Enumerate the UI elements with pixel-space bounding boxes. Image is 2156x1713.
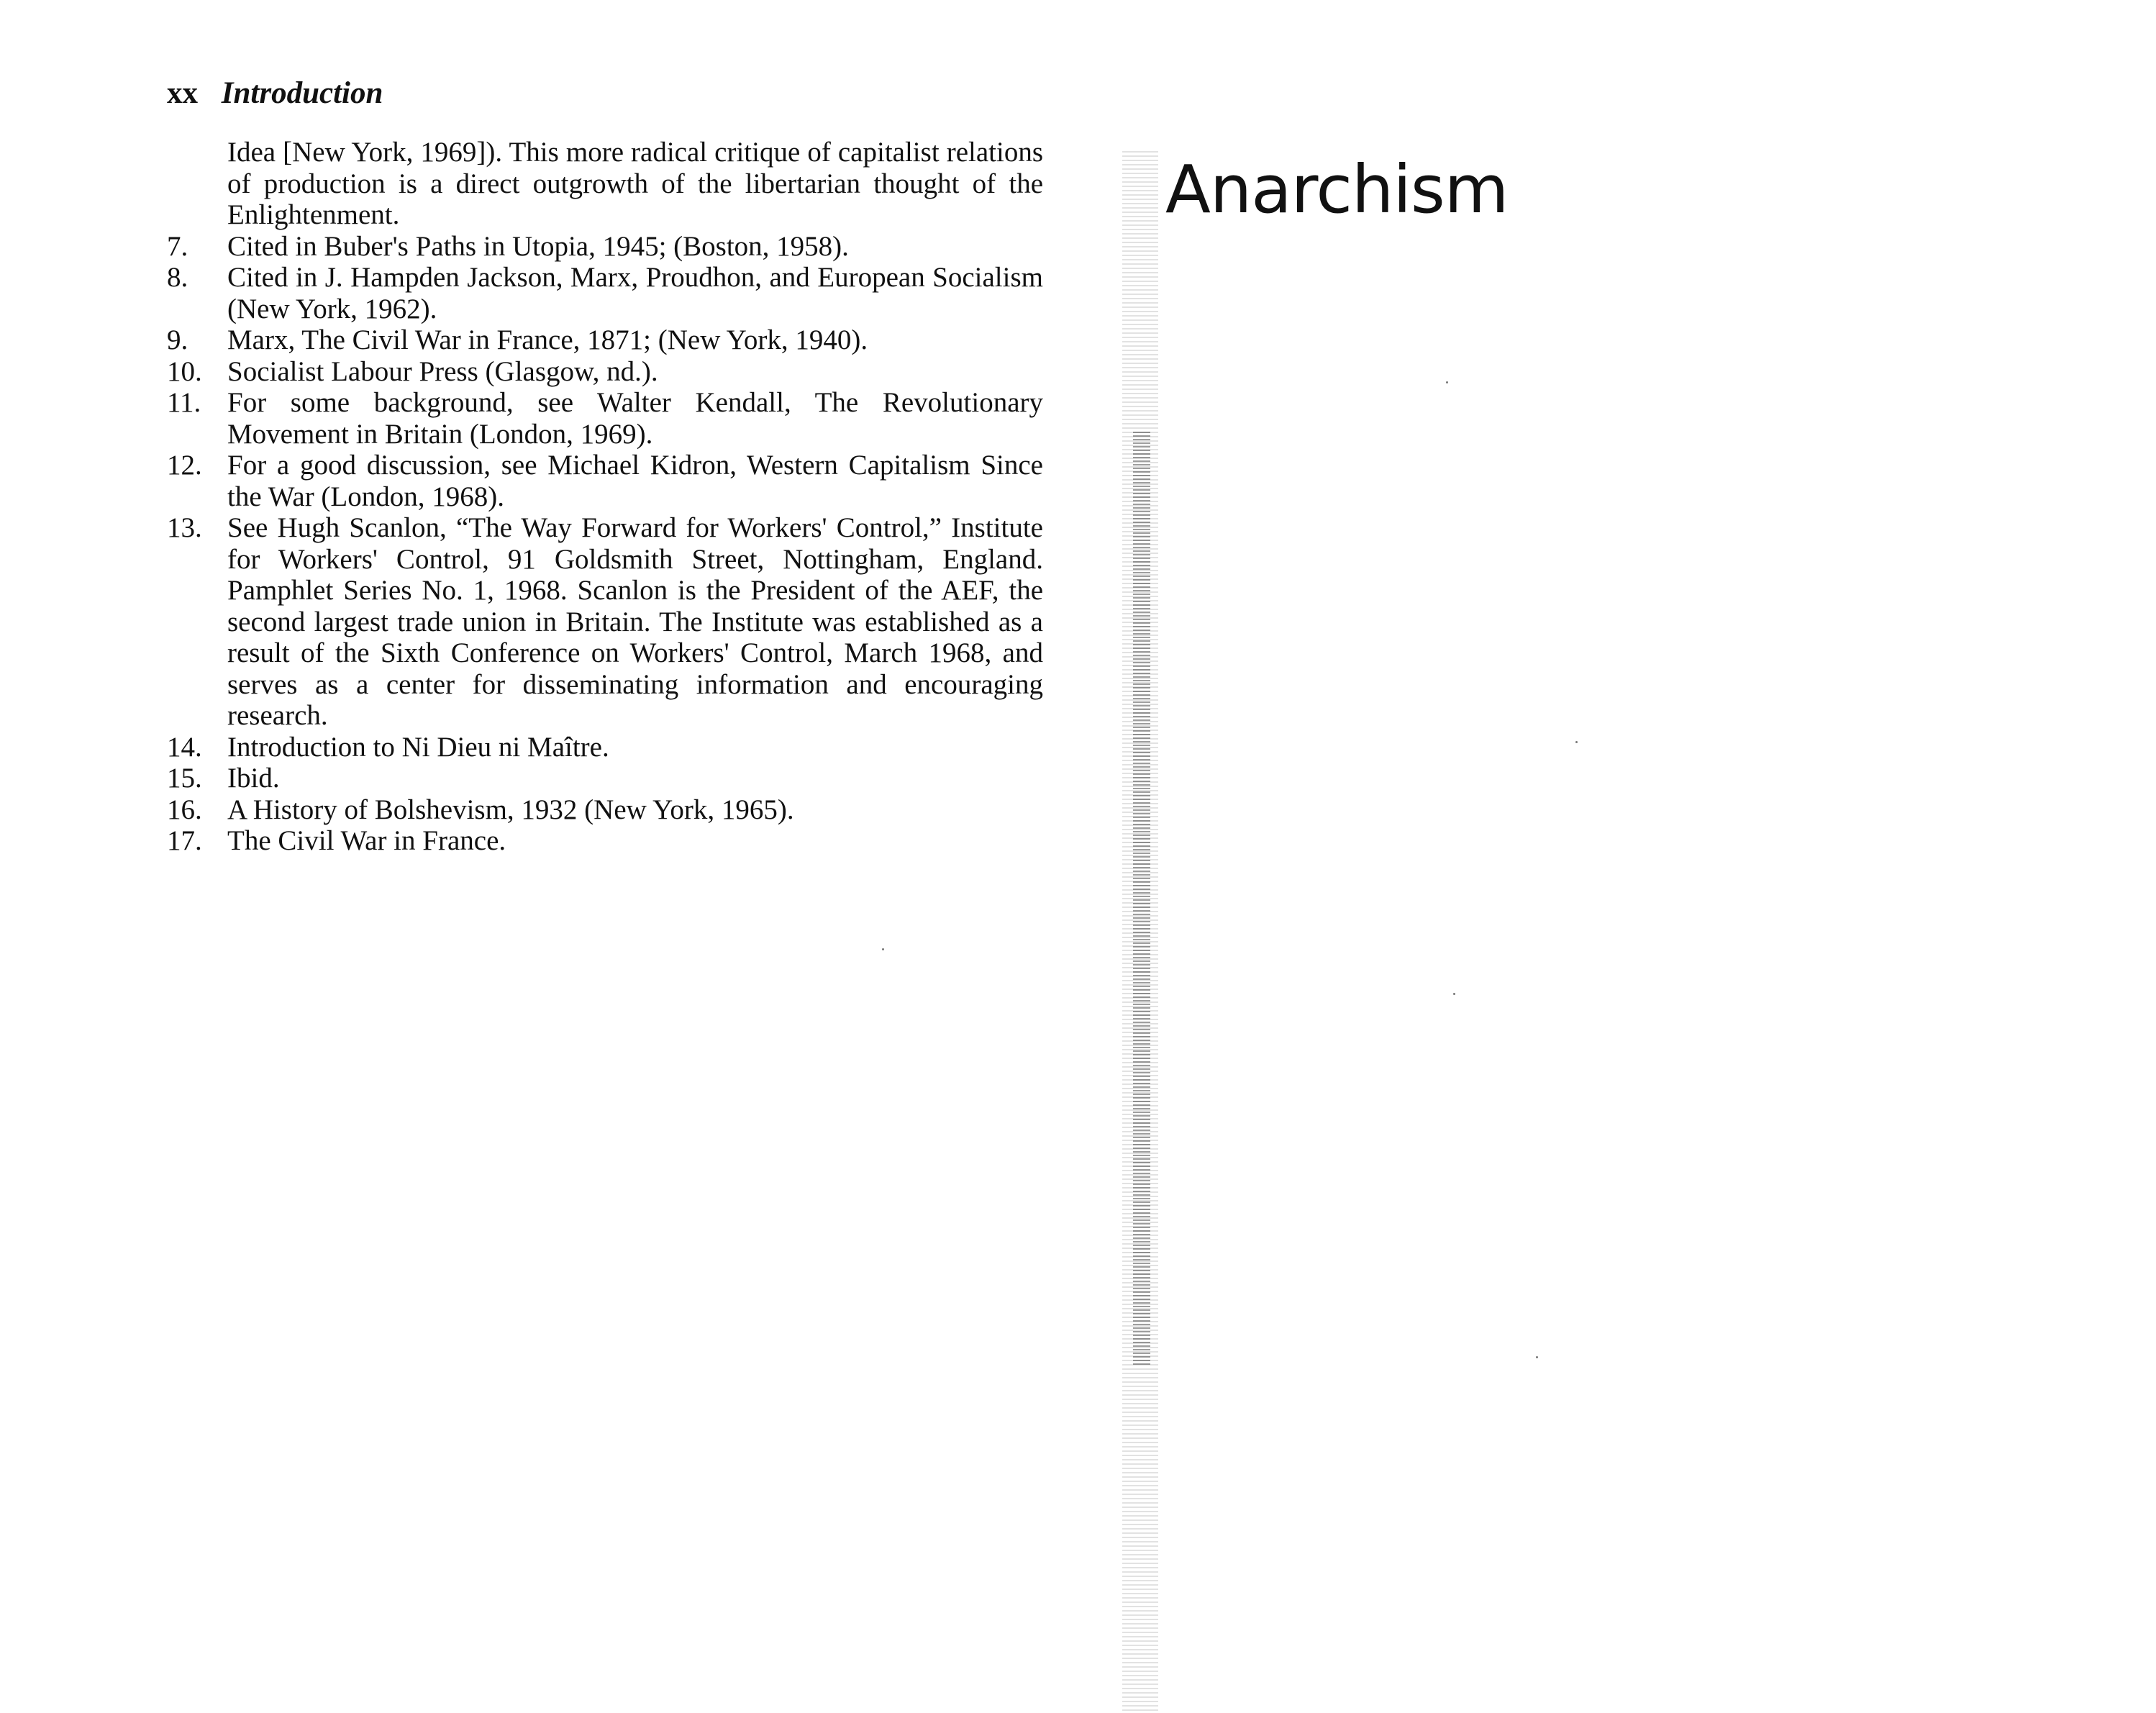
endnote-16: [167, 794, 1043, 826]
endnote-number: 13.: [167, 512, 202, 543]
endnote-14: [167, 732, 1043, 763]
endnote-continuation: [167, 137, 1043, 231]
running-head: [167, 75, 383, 112]
endnote-number: 11.: [167, 387, 201, 418]
scan-speck: [1453, 993, 1455, 995]
endnote-11: [167, 387, 1043, 450]
scan-speck: [1575, 741, 1578, 743]
book-gutter-shadow: [1133, 432, 1150, 1367]
endnote-text: Ibid.: [227, 763, 280, 794]
endnote-number: 17.: [167, 825, 202, 856]
endnote-9: [167, 324, 1043, 356]
endnote-text: Cited in Buber's Paths in Utopia, 1945; (Boston, 1958).: [227, 230, 849, 262]
endnote-number: 9.: [167, 324, 188, 355]
scan-speck: [1536, 1356, 1538, 1358]
endnote-text: A History of Bolshevism, 1932 (New York, 1965).: [227, 794, 794, 825]
endnote-text: Cited in J. Hampden Jackson, Marx, Proudhon, and European Socialism (New York, 1962).: [227, 262, 1043, 324]
endnote-15: [167, 763, 1043, 794]
right-page: [1165, 0, 2156, 1713]
endnote-text: For a good discussion, see Michael Kidron, Western Capitalism Since the War (London, 1968).: [227, 450, 1043, 512]
section-title: Introduction: [221, 76, 383, 110]
page-number: xx: [167, 76, 198, 110]
endnote-number: 14.: [167, 731, 202, 763]
endnote-17: [167, 825, 1043, 857]
endnote-number: 7.: [167, 230, 188, 262]
chapter-title: Anarchism: [1165, 151, 1509, 228]
scan-speck: [882, 948, 884, 950]
endnote-text: Socialist Labour Press (Glasgow, nd.).: [227, 355, 658, 387]
endnote-12: [167, 450, 1043, 512]
endnote-text: Introduction to Ni Dieu ni Maître.: [227, 731, 609, 763]
endnote-text: Marx, The Civil War in France, 1871; (New York, 1940).: [227, 324, 868, 355]
endnote-8: [167, 262, 1043, 324]
endnote-number: 8.: [167, 262, 188, 293]
endnote-text: The Civil War in France.: [227, 825, 506, 856]
endnote-text: Idea [New York, 1969]). This more radical critique of capitalist relations of production is a direct outgrowth of the libertarian thought of the Enlightenment.: [227, 137, 1043, 230]
endnote-7: [167, 231, 1043, 263]
endnote-text: For some background, see Walter Kendall, The Revolutionary Movement in Britain (London, 1969).: [227, 387, 1043, 450]
endnote-number: 16.: [167, 794, 202, 825]
scan-speck: [1446, 381, 1448, 383]
endnote-number: 12.: [167, 450, 202, 481]
endnote-number: 15.: [167, 763, 202, 794]
endnote-13: [167, 512, 1043, 732]
endnotes-list: [167, 137, 1043, 857]
endnote-number: 10.: [167, 355, 202, 387]
endnote-10: [167, 356, 1043, 388]
endnote-text: See Hugh Scanlon, “The Way Forward for Workers' Control,” Institute for Workers' Control, 91 Goldsmith Street, Nottingham, England. Pamphlet Series No. 1, 1968. Scanlon is the President of the AEF, the second largest trade union in Britain. The Institute was established as a result of the Sixth Conference on Workers' Control, March 1968, and serves as a center for disseminating information and encouraging research.: [227, 512, 1043, 731]
